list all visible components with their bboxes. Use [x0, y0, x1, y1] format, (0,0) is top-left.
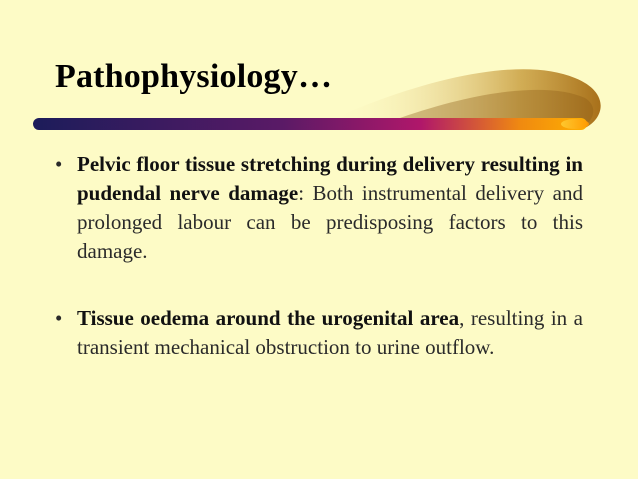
slide-title: Pathophysiology…	[55, 58, 333, 95]
title-underline-bar	[33, 118, 587, 130]
bar-tip-glow	[561, 119, 589, 129]
bullet-item	[55, 304, 583, 362]
bullet-bold-text: Pelvic floor tissue stretching during delivery resulting in pudendal nerve damage	[77, 152, 583, 205]
bullet-list	[55, 150, 583, 362]
bullet-text: , resulting in a transient mechanical obstruction to urine outflow.	[77, 306, 583, 359]
bullet-text: : Both instrumental delivery and prolonged labour can be predisposing factors to this damage.	[77, 181, 584, 263]
bullet-marker: •	[55, 152, 63, 176]
bullet-item	[55, 150, 583, 266]
bullet-bold-text: Tissue oedema around the urogenital area	[77, 306, 460, 330]
bullet-marker: •	[55, 306, 63, 330]
